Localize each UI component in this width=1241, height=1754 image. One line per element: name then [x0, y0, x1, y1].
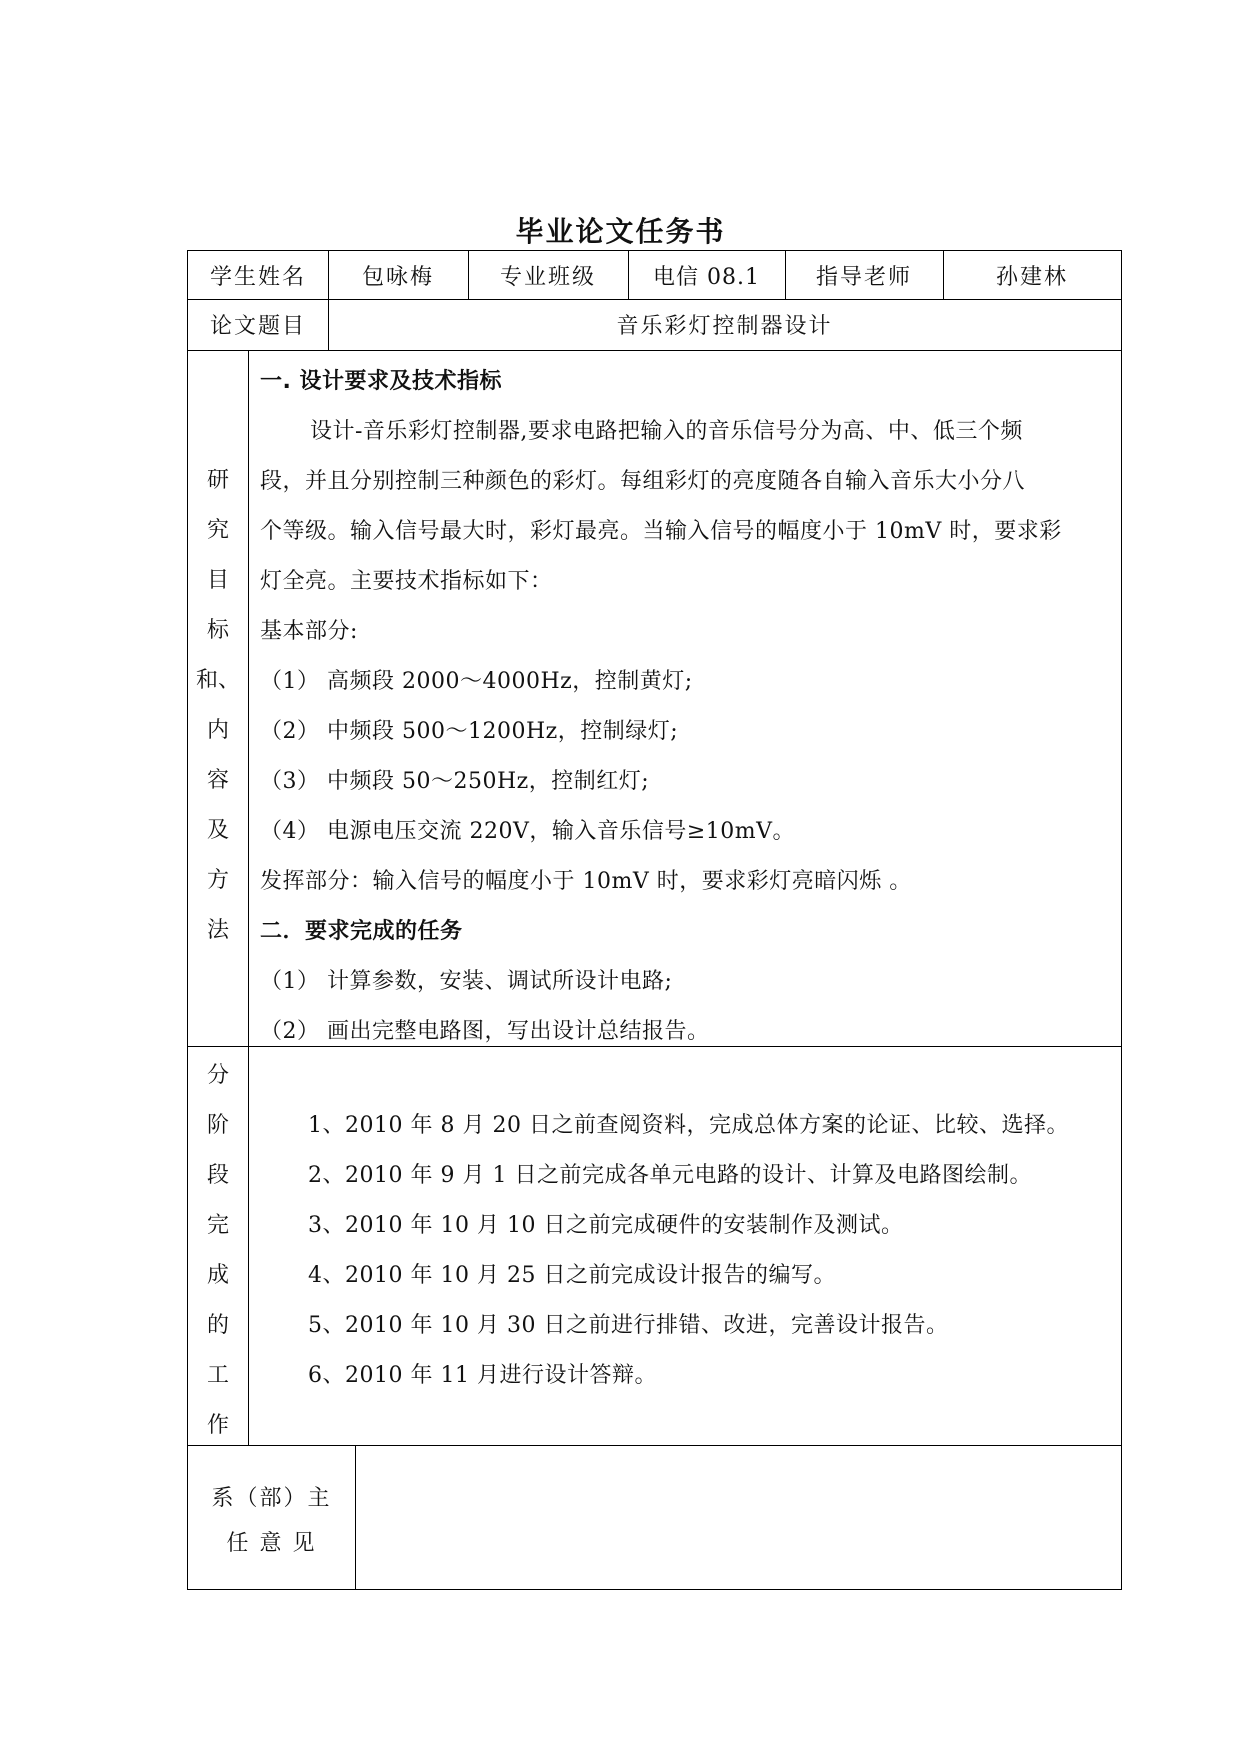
side-char: 分 — [206, 1063, 229, 1088]
side-char: 作 — [206, 1413, 229, 1438]
task-table — [187, 250, 1122, 1590]
basic-part-label: 基本部分: — [260, 619, 358, 644]
research-content — [260, 357, 1115, 1057]
side-char: 阶 — [206, 1113, 229, 1138]
department-opinion-label — [188, 1476, 355, 1566]
side-char: 内 — [206, 718, 229, 743]
stage-item: 2、2010 年 9 月 1 日之前完成各单元电路的设计、计算及电路图绘制。 — [308, 1163, 1032, 1188]
stage-item: 5、2010 年 10 月 30 日之前进行排错、改进，完善设计报告。 — [308, 1313, 949, 1338]
major-class-label: 专业班级 — [499, 264, 596, 290]
advisor-label: 指导老师 — [815, 264, 912, 290]
department-opinion-field[interactable] — [356, 1446, 1121, 1589]
side-char: 工 — [206, 1363, 229, 1388]
intro-line: 灯全亮。主要技术指标如下： — [260, 569, 553, 594]
side-char: 完 — [206, 1213, 229, 1238]
side-char: 研 — [206, 468, 229, 493]
basic-item: （1） 高频段 2000～4000Hz，控制黄灯; — [260, 669, 693, 694]
side-char: 方 — [206, 868, 229, 893]
stages-content — [308, 1101, 1118, 1401]
side-char: 段 — [206, 1163, 229, 1188]
major-class-value: 电信 08.1 — [653, 264, 760, 290]
topic-label: 论文题目 — [209, 314, 306, 339]
extra-part: 发挥部分：输入信号的幅度小于 10mV 时，要求彩灯亮暗闪烁 。 — [260, 869, 912, 894]
stages-side-label — [188, 1051, 248, 1451]
row-divider — [188, 350, 1121, 351]
section-heading-2: 二．要求完成的任务 — [260, 919, 463, 944]
side-char: 和、 — [195, 668, 240, 693]
advisor-value: 孙建林 — [995, 264, 1068, 290]
task-item: （1） 计算参数，安装、调试所设计电路; — [260, 969, 673, 994]
basic-item: （4） 电源电压交流 220V，输入音乐信号≥10mV。 — [260, 819, 796, 844]
side-char: 成 — [206, 1263, 229, 1288]
side-char: 究 — [206, 518, 229, 543]
intro-line: 设计-音乐彩灯控制器,要求电路把输入的音乐信号分为高、中、低三个频 — [310, 419, 1023, 444]
basic-item: （2） 中频段 500～1200Hz，控制绿灯; — [260, 719, 679, 744]
side-char: 标 — [206, 618, 229, 643]
side-char: 目 — [206, 568, 229, 593]
opinion-label-line: 系（部）主 — [211, 1486, 332, 1511]
basic-item: （3） 中频段 50～250Hz，控制红灯; — [260, 769, 650, 794]
side-char: 及 — [206, 818, 229, 843]
student-name-value: 包咏梅 — [361, 264, 434, 290]
stage-item: 4、2010 年 10 月 25 日之前完成设计报告的编写。 — [308, 1263, 836, 1288]
stage-item: 3、2010 年 10 月 10 日之前完成硬件的安装制作及测试。 — [308, 1213, 904, 1238]
col-divider — [248, 350, 249, 1445]
task-item: （2） 画出完整电路图，写出设计总结报告。 — [260, 1019, 710, 1044]
stage-item: 1、2010 年 8 月 20 日之前查阅资料，完成总体方案的论证、比较、选择。 — [308, 1113, 1069, 1138]
opinion-label-line: 任 意 见 — [226, 1531, 317, 1556]
side-char: 的 — [206, 1313, 229, 1338]
side-char: 容 — [206, 768, 229, 793]
intro-line: 段，并且分别控制三种颜色的彩灯。每组彩灯的亮度随各自输入音乐大小分八 — [260, 469, 1026, 494]
intro-line: 个等级。输入信号最大时，彩灯最亮。当输入信号的幅度小于 10mV 时，要求彩 — [260, 519, 1062, 544]
section-heading-1: 一. 设计要求及技术指标 — [260, 369, 503, 394]
side-char: 法 — [206, 918, 229, 943]
research-side-label — [188, 456, 248, 956]
stage-item: 6、2010 年 11 月进行设计答辩。 — [308, 1363, 657, 1388]
topic-value: 音乐彩灯控制器设计 — [616, 314, 833, 339]
student-name-label: 学生姓名 — [209, 264, 306, 290]
document-title: 毕业论文任务书 — [515, 215, 726, 248]
